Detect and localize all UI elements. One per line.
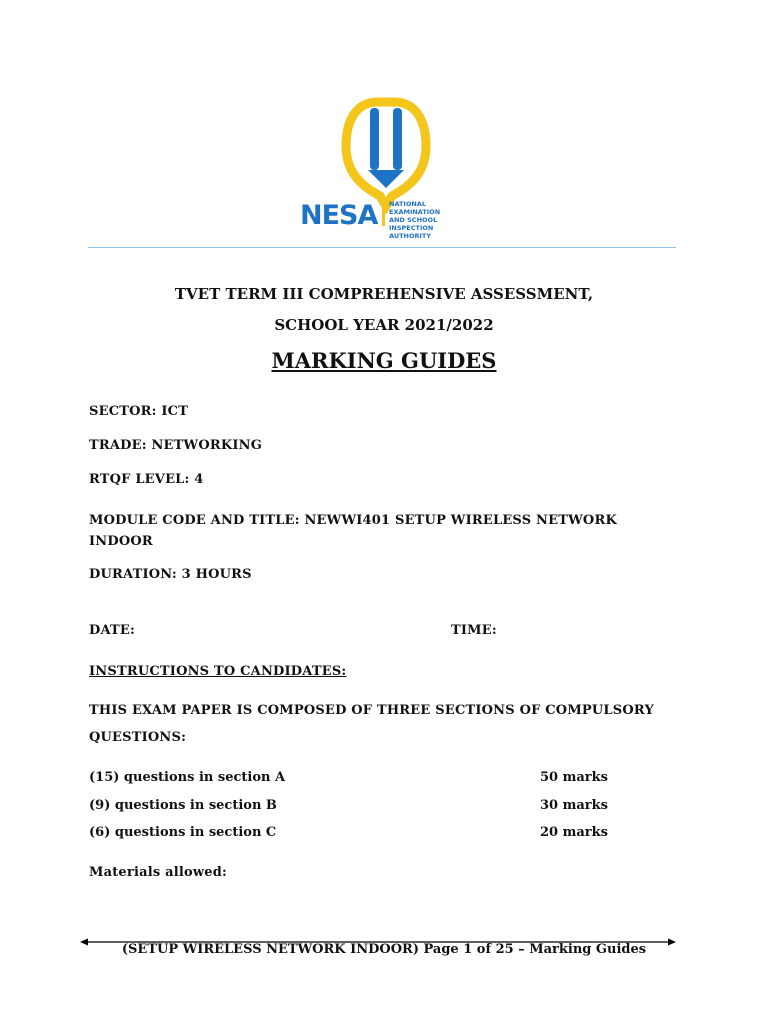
instructions-line2: QUESTIONS: bbox=[89, 730, 187, 745]
section-label: (6) questions in section C bbox=[89, 825, 277, 840]
assessment-title: TVET TERM III COMPREHENSIVE ASSESSMENT, bbox=[174, 285, 594, 303]
section-marks: 20 marks bbox=[540, 825, 608, 840]
duration-field: DURATION: 3 HOURS bbox=[89, 567, 252, 582]
school-year: SCHOOL YEAR 2021/2022 bbox=[274, 316, 494, 334]
time-field: TIME: bbox=[451, 623, 497, 638]
materials-allowed: Materials allowed: bbox=[89, 865, 228, 880]
page-footer: (SETUP WIRELESS NETWORK INDOOR) Page 1 of 25 – Marking Guides bbox=[121, 942, 647, 957]
section-marks: 50 marks bbox=[540, 770, 608, 785]
date-field: DATE: bbox=[89, 623, 136, 638]
header-divider bbox=[88, 247, 676, 248]
section-label: (9) questions in section B bbox=[89, 798, 277, 813]
instructions-line1: THIS EXAM PAPER IS COMPOSED OF THREE SECTIONS OF COMPULSORY bbox=[89, 703, 654, 718]
section-label: (15) questions in section A bbox=[89, 770, 286, 785]
nesa-logo bbox=[296, 96, 476, 240]
module-field-line2: INDOOR bbox=[89, 534, 153, 549]
module-field-line1: MODULE CODE AND TITLE: NEWWI401 SETUP WIRELESS NETWORK bbox=[89, 513, 617, 528]
instructions-heading: INSTRUCTIONS TO CANDIDATES: bbox=[89, 664, 347, 679]
section-row bbox=[89, 825, 629, 840]
sector-field: SECTOR: ICT bbox=[89, 404, 189, 419]
page-title: MARKING GUIDES bbox=[271, 348, 497, 373]
logo-full-name: NATIONAL EXAMINATION AND SCHOOL INSPECTION AUTHORITY bbox=[389, 200, 441, 240]
trade-field: TRADE: NETWORKING bbox=[89, 438, 263, 453]
section-marks: 30 marks bbox=[540, 798, 608, 813]
rtqf-field: RTQF LEVEL: 4 bbox=[89, 472, 204, 487]
logo-divider bbox=[382, 200, 385, 226]
logo-acronym: NESA bbox=[300, 200, 378, 231]
section-row bbox=[89, 798, 629, 813]
section-row bbox=[89, 770, 629, 785]
footer-arrow-line bbox=[80, 931, 676, 939]
